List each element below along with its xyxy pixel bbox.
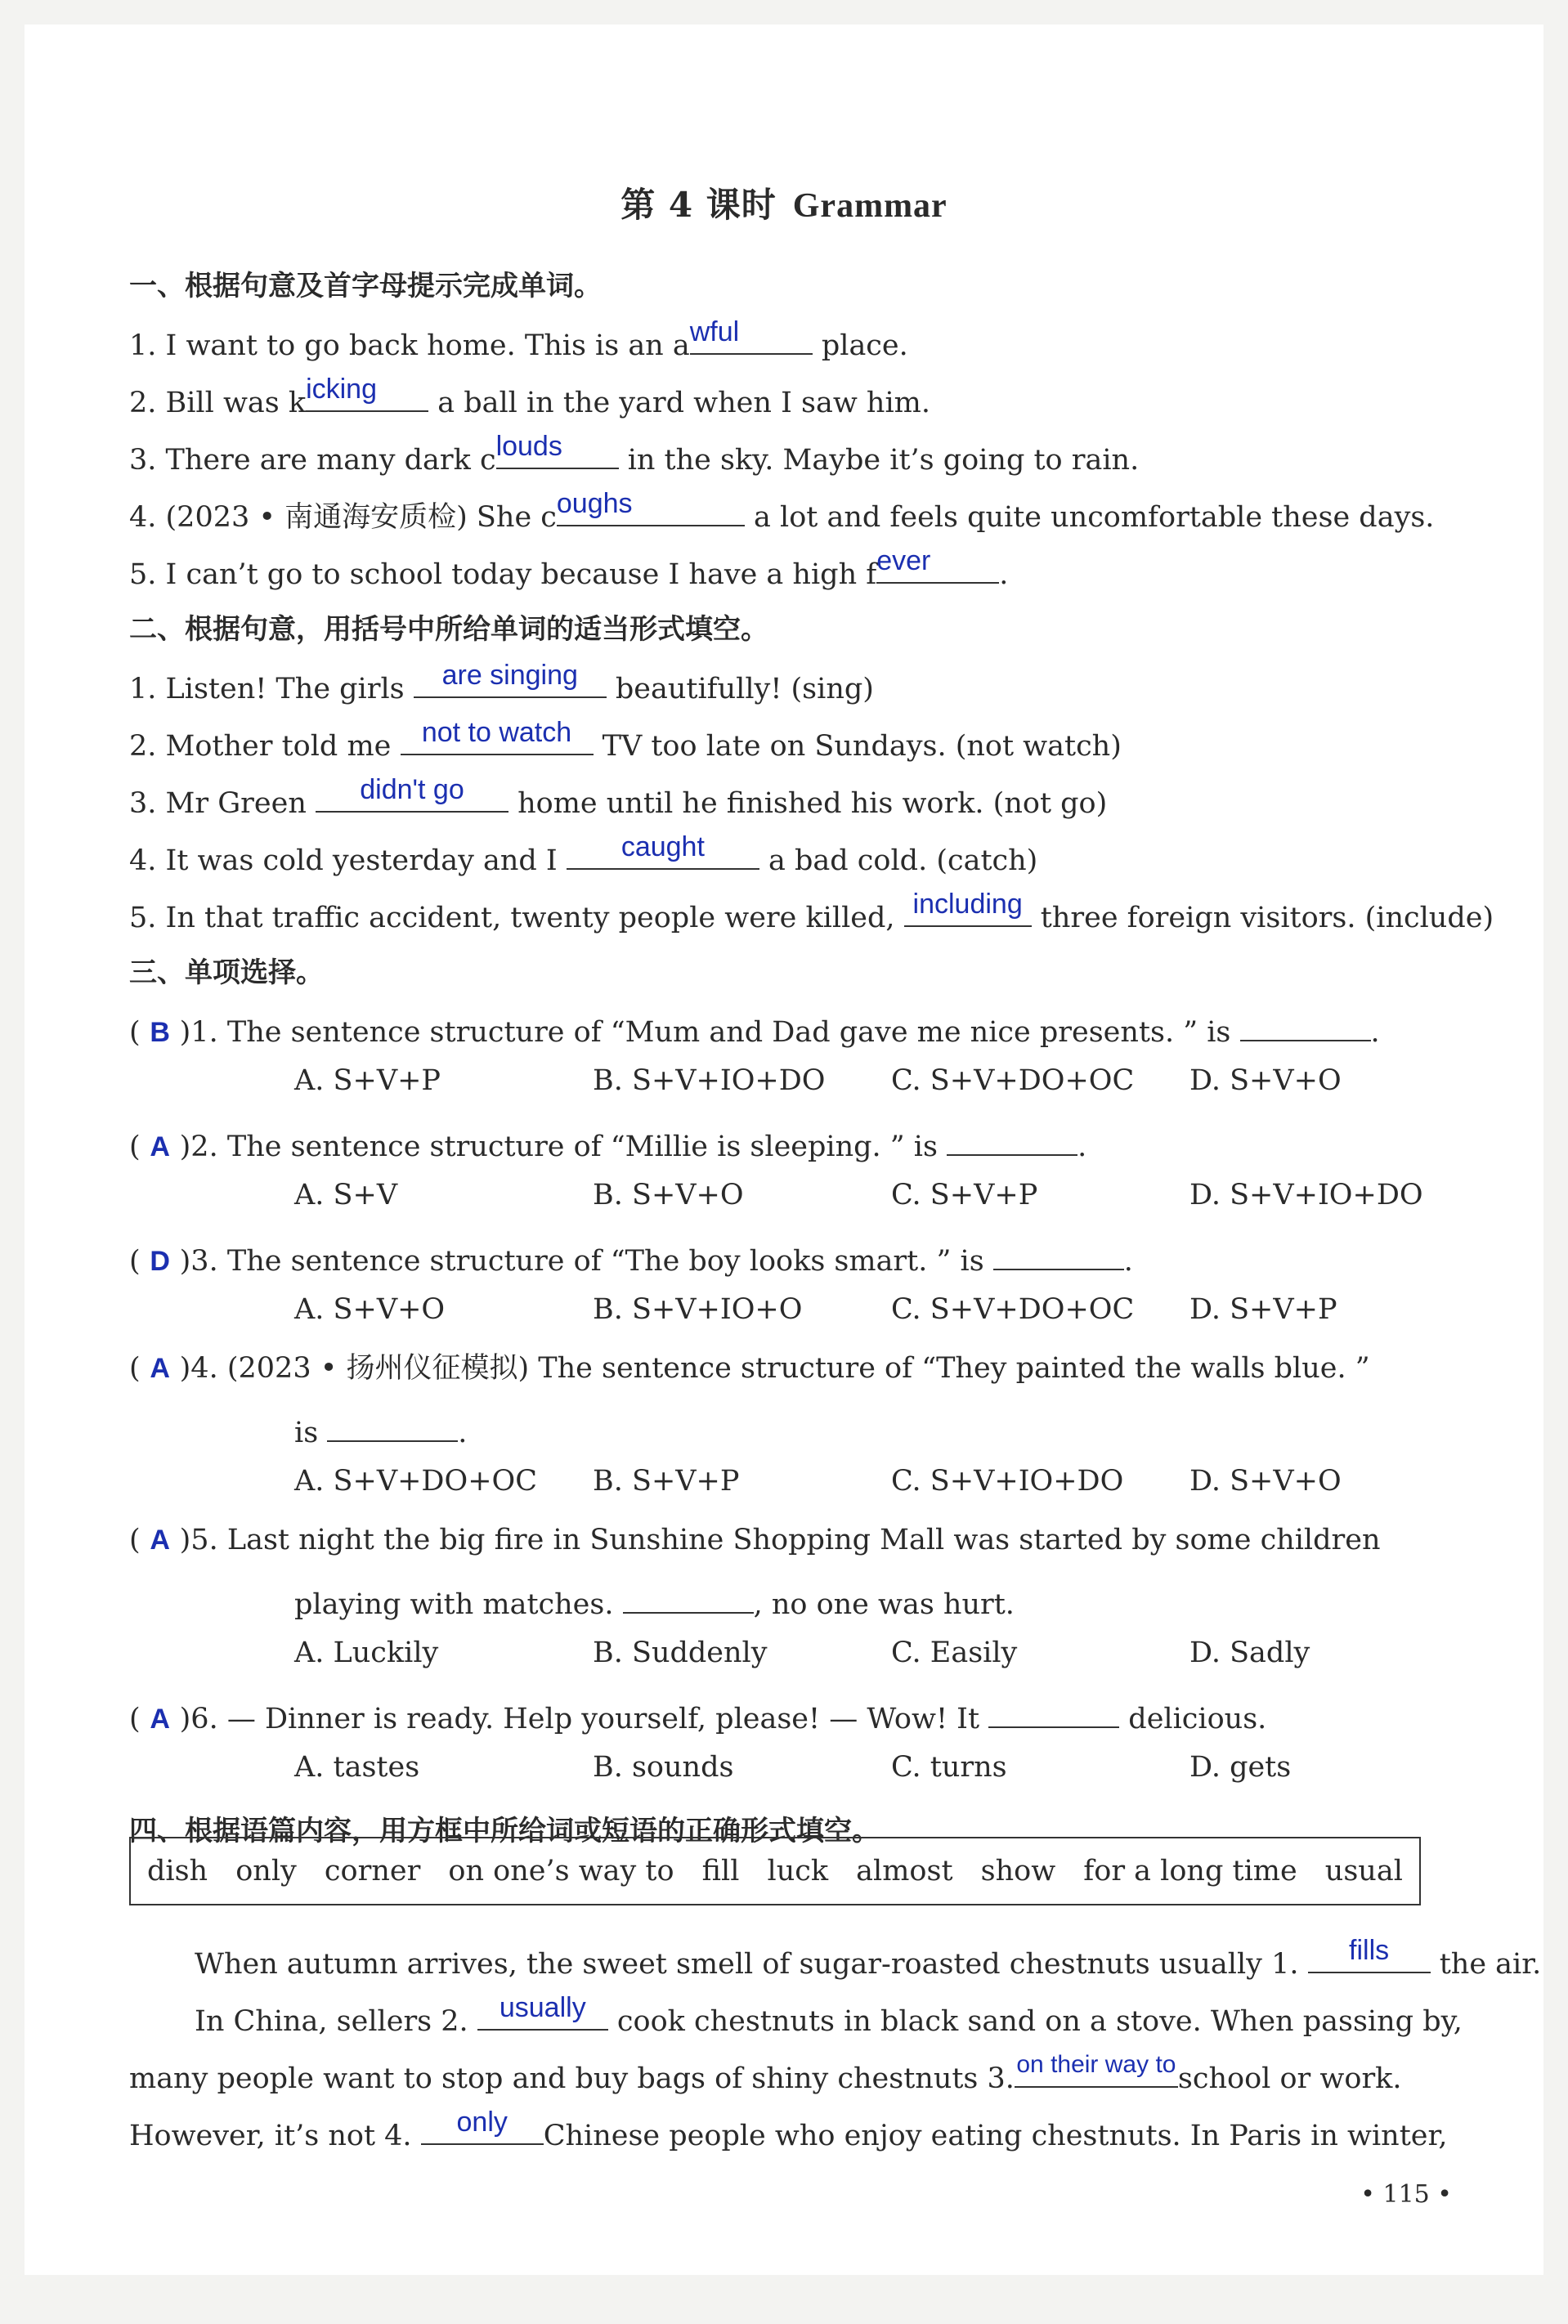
word-box-item: only [235,1855,297,1887]
mcq-6-option-c[interactable]: C. turns [891,1751,1007,1784]
part1-item-2: 2. Bill was k icking a ball in the yard when I saw him. [129,374,930,419]
answer-blank [988,1694,1119,1728]
selected-answer[interactable]: A [150,1131,170,1162]
word-box-item: almost [856,1855,953,1887]
selected-answer[interactable]: A [150,1525,170,1556]
word-box-item: on one’s way to [448,1855,674,1887]
part2-item-5: 5. In that traffic accident, twenty people were killed, including three foreign visitors. (include) [129,889,1494,934]
part2-item-1: 1. Listen! The girls are singing beautifully! (sing) [129,660,874,705]
section-3-heading: 三、单项选择。 [129,956,324,989]
answer-blank[interactable]: wful [690,320,813,355]
answer-blank [993,1236,1124,1270]
mcq-4-option-a[interactable]: A. S+V+DO+OC [294,1465,537,1498]
mcq-1-option-b[interactable]: B. S+V+IO+DO [593,1064,826,1097]
mcq-2-option-c[interactable]: C. S+V+P [891,1179,1038,1211]
mcq-1: ( B )1. The sentence structure of “Mum and Dad gave me nice presents. ” is . [129,1007,1380,1050]
part1-item-4: 4. (2023 • 南通海安质检) She c oughs a lot and feels quite uncomfortable these days. [129,488,1435,534]
mcq-6-option-b[interactable]: B. sounds [593,1751,734,1784]
answer-blank[interactable]: didn't go [316,778,508,813]
mcq-4: ( A )4. (2023 • 扬州仪征模拟) The sentence structure of “They painted the walls blue. ” [129,1352,1370,1385]
mcq-4-option-c[interactable]: C. S+V+IO+DO [891,1465,1124,1498]
word-box-item: corner [324,1855,421,1887]
answer-blank[interactable]: oughs [557,492,745,526]
word-box-item: usual [1324,1855,1403,1887]
answer-blank [327,1408,458,1442]
mcq-5-option-b[interactable]: B. Suddenly [593,1637,768,1669]
mcq-5-option-d[interactable]: D. Sadly [1189,1637,1310,1669]
worksheet-page [25,25,1543,2275]
answer-blank[interactable]: caught [567,835,759,870]
lesson-topic: Grammar [792,187,948,225]
passage-line-1: When autumn arrives, the sweet smell of sugar-roasted chestnuts usually 1. fills the air. [195,1935,1542,1981]
word-box-item: fill [701,1855,740,1887]
answer-blank[interactable]: not to watch [401,721,594,755]
part2-item-4: 4. It was cold yesterday and I caught a bad cold. (catch) [129,831,1038,877]
page-number: • 115 • [1360,2180,1452,2209]
answer-blank [947,1122,1077,1156]
answer-blank[interactable]: only [421,2111,544,2145]
part1-item-5: 5. I can’t go to school today because I have a high f ever . [129,545,1009,591]
part1-item-3: 3. There are many dark c louds in the sky. Maybe it’s going to rain. [129,431,1140,477]
mcq-1-option-a[interactable]: A. S+V+P [294,1064,441,1097]
answer-blank[interactable]: louds [496,435,619,469]
mcq-2-option-d[interactable]: D. S+V+IO+DO [1189,1179,1423,1211]
mcq-2: ( A )2. The sentence structure of “Millie is sleeping. ” is . [129,1122,1086,1165]
part2-item-3: 3. Mr Green didn't go home until he finished his work. (not go) [129,774,1108,820]
answer-blank[interactable]: including [904,893,1032,927]
passage-line-2: In China, sellers 2. usually cook chestnuts in black sand on a stove. When passing by, [195,1992,1463,2038]
mcq-5-option-c[interactable]: C. Easily [891,1637,1018,1669]
mcq-6-option-a[interactable]: A. tastes [294,1751,420,1784]
mcq-1-option-c[interactable]: C. S+V+DO+OC [891,1064,1135,1097]
word-box-item: for a long time [1083,1855,1297,1887]
word-box [129,1837,1421,1905]
answer-blank[interactable]: ever [876,549,999,584]
mcq-3-option-b[interactable]: B. S+V+IO+O [593,1293,803,1326]
mcq-2-option-b[interactable]: B. S+V+O [593,1179,744,1211]
selected-answer[interactable]: A [150,1704,170,1735]
selected-answer[interactable]: B [150,1017,170,1048]
mcq-5: ( A )5. Last night the big fire in Sunshine Shopping Mall was started by some children [129,1524,1381,1556]
mcq-2-option-a[interactable]: A. S+V [294,1179,398,1211]
answer-blank[interactable]: icking [306,378,428,412]
mcq-5-option-a[interactable]: A. Luckily [294,1637,439,1669]
mcq-1-option-d[interactable]: D. S+V+O [1189,1064,1342,1097]
mcq-3: ( D )3. The sentence structure of “The boy looks smart. ” is . [129,1236,1133,1279]
answer-blank[interactable]: fills [1308,1939,1431,1973]
answer-blank [623,1579,754,1614]
section-1-heading: 一、根据句意及首字母提示完成单词。 [129,270,602,302]
selected-answer[interactable]: D [150,1246,170,1277]
section-4-heading: 四、根据语篇内容，用方框中所给词或短语的正确形式填空。 [129,1815,880,1847]
part2-item-2: 2. Mother told me not to watch TV too late on Sundays. (not watch) [129,717,1122,763]
answer-blank [1240,1007,1371,1041]
mcq-4-continued: is . [294,1408,467,1451]
passage-line-4: However, it’s not 4. only Chinese people who enjoy eating chestnuts. In Paris in winter, [129,2107,1448,2152]
mcq-4-option-b[interactable]: B. S+V+P [593,1465,740,1498]
lesson-number: 第 4 课时 [620,185,777,225]
page-title [25,178,1543,227]
passage-line-3: many people want to stop and buy bags of shiny chestnuts 3. on their way to school or work. [129,2051,1402,2095]
mcq-6: ( A )6. — Dinner is ready. Help yourself, please! — Wow! It delicious. [129,1694,1266,1737]
mcq-3-option-d[interactable]: D. S+V+P [1189,1293,1337,1326]
answer-blank[interactable]: on their way to [1015,2053,1178,2088]
mcq-6-option-d[interactable]: D. gets [1189,1751,1292,1784]
mcq-5-continued: playing with matches. , no one was hurt. [294,1579,1015,1623]
mcq-4-option-d[interactable]: D. S+V+O [1189,1465,1342,1498]
mcq-3-option-a[interactable]: A. S+V+O [294,1293,446,1326]
word-box-item: show [980,1855,1056,1887]
selected-answer[interactable]: A [150,1353,170,1384]
answer-blank[interactable]: are singing [414,664,607,698]
word-box-item: dish [147,1855,208,1887]
section-2-heading: 二、根据句意，用括号中所给单词的适当形式填空。 [129,613,768,646]
part1-item-1: 1. I want to go back home. This is an a wful place. [129,316,908,362]
word-box-item: luck [767,1855,829,1887]
mcq-3-option-c[interactable]: C. S+V+DO+OC [891,1293,1135,1326]
answer-blank[interactable]: usually [477,1996,608,2031]
